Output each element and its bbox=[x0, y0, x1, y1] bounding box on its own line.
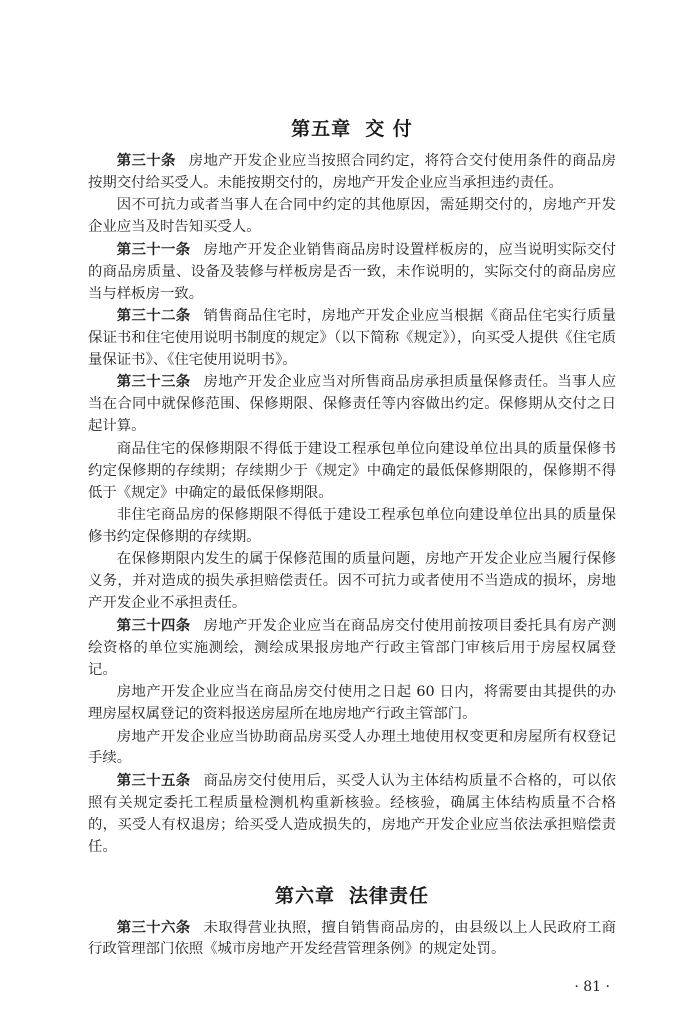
paragraph bbox=[88, 549, 616, 615]
article-paragraph bbox=[88, 918, 616, 962]
article-paragraph bbox=[88, 372, 616, 438]
chapter-5-body bbox=[88, 151, 616, 859]
paragraph-text: 房地产开发企业应当在商品房交付使用前按项目委托具有房产测绘资格的单位实施测绘，测绘成果报房地产行政主管部门审核后用于房屋权属登记。 bbox=[88, 617, 616, 678]
paragraph-text: 非住宅商品房的保修期限不得低于建设工程承包单位向建设单位出具的质量保修书约定保修期的存续期。 bbox=[88, 507, 616, 545]
article-label: 第三十六条 bbox=[116, 919, 191, 936]
article-label: 第三十四条 bbox=[116, 617, 191, 634]
article-paragraph bbox=[88, 151, 616, 195]
article-paragraph bbox=[88, 240, 616, 306]
paragraph-text: 商品住宅的保修期限不得低于建设工程承包单位向建设单位出具的质量保修书约定保修期的存续期；存续期少于《规定》中确定的最低保修期限的，保修期不得低于《规定》中确定的最低保修期限。 bbox=[88, 440, 616, 501]
paragraph-text: 销售商品住宅时，房地产开发企业应当根据《商品住宅实行质量保证书和住宅使用说明书制度的规定》（以下简称《规定》），向买受人提供《住宅质量保证书》、《住宅使用说明书》。 bbox=[88, 308, 616, 368]
article-label: 第三十三条 bbox=[116, 374, 191, 391]
article-label: 第三十一条 bbox=[116, 241, 191, 258]
paragraph bbox=[88, 195, 616, 239]
paragraph bbox=[88, 727, 616, 771]
paragraph bbox=[88, 682, 616, 726]
chapter-6-body bbox=[88, 918, 616, 962]
article-label: 第三十条 bbox=[116, 153, 176, 169]
paragraph bbox=[88, 439, 616, 505]
paragraph-text: 房地产开发企业应当按照合同约定，将符合交付使用条件的商品房按期交付给买受人。未能按期交付的，房地产开发企业应当承担违约责任。 bbox=[88, 153, 616, 191]
paragraph-text: 房地产开发企业应当对所售商品房承担质量保修责任。当事人应当在合同中就保修范围、保修期限、保修责任等内容做出约定。保修期从交付之日起计算。 bbox=[88, 374, 616, 435]
article-label: 第三十二条 bbox=[116, 308, 191, 325]
document-page bbox=[88, 0, 616, 1027]
paragraph-text: 房地产开发企业应当协助商品房买受人办理土地使用权变更和房屋所有权登记手续。 bbox=[88, 728, 616, 767]
chapter-5-heading bbox=[88, 116, 616, 142]
chapter-number: 第六章 bbox=[274, 884, 335, 907]
paragraph-text: 商品房交付使用后，买受人认为主体结构质量不合格的，可以依照有关规定委托工程质量检测机构重新核验。经核验，确属主体结构质量不合格的，买受人有权退房；给买受人造成损失的，房地产开发企业应当依法承担赔偿责任。 bbox=[88, 772, 616, 855]
paragraph bbox=[88, 505, 616, 549]
paragraph-text: 房地产开发企业应当在商品房交付使用之日起 60 日内，将需要由其提供的办理房屋权属登记的资料报送房屋所在地房地产行政主管部门。 bbox=[88, 684, 616, 722]
paragraph-text: 未取得营业执照，擅自销售商品房的，由县级以上人民政府工商行政管理部门依照《城市房地产开发经营管理条例》的规定处罚。 bbox=[88, 919, 616, 958]
paragraph-text: 在保修期限内发生的属于保修范围的质量问题，房地产开发企业应当履行保修义务，并对造成的损失承担赔偿责任。因不可抗力或者使用不当造成的损坏，房地产开发企业不承担责任。 bbox=[88, 551, 616, 612]
page-number: · 81 · bbox=[574, 979, 610, 996]
article-paragraph bbox=[88, 616, 616, 682]
chapter-title: 法律责任 bbox=[349, 884, 430, 907]
paragraph-text: 因不可抗力或者当事人在合同中约定的其他原因，需延期交付的，房地产开发企业应当及时告知买受人。 bbox=[88, 197, 616, 236]
chapter-6-heading bbox=[88, 883, 616, 909]
article-paragraph bbox=[88, 306, 616, 372]
article-label: 第三十五条 bbox=[116, 772, 191, 789]
chapter-number: 第五章 bbox=[291, 118, 352, 140]
paragraph-text: 房地产开发企业销售商品房时设置样板房的，应当说明实际交付的商品房质量、设备及装修与样板房是否一致，未作说明的，实际交付的商品房应当与样板房一致。 bbox=[88, 241, 616, 302]
article-paragraph bbox=[88, 771, 616, 859]
chapter-title: 交 付 bbox=[365, 118, 413, 140]
